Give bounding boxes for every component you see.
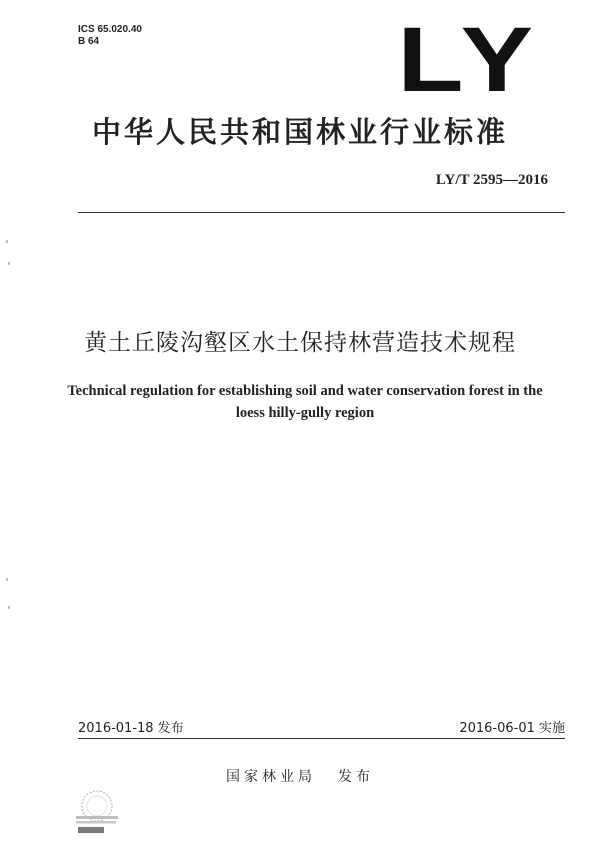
ly-logo: LY	[397, 9, 540, 111]
date-row	[78, 717, 565, 736]
title-english	[60, 380, 550, 424]
title-chinese: 黄土丘陵沟壑区水土保持林营造技术规程	[84, 330, 516, 356]
title-english-line-1: Technical regulation for establishing soil and water conservation forest in the	[67, 383, 543, 399]
bottom-divider	[78, 738, 565, 739]
top-divider	[78, 212, 565, 213]
issuer	[0, 766, 600, 786]
ics-code: ICS 65.020.40	[78, 24, 142, 35]
standard-number: LY/T 2595—2016	[435, 172, 548, 188]
scan-speck	[6, 578, 8, 581]
scan-speck	[8, 262, 10, 265]
title-english-line-2: loess hilly-gully region	[235, 405, 375, 421]
issue-date: 2016-01-18 发布	[78, 721, 184, 736]
scan-speck	[8, 606, 10, 609]
scan-speck	[6, 240, 8, 243]
library-stamp	[74, 786, 120, 838]
implement-date: 2016-06-01 实施	[459, 721, 565, 736]
ccs-code: B 64	[78, 36, 100, 47]
classification-codes	[78, 24, 142, 48]
issuer-org: 国家林业局	[226, 769, 316, 785]
standard-type-heading: 中华人民共和国林业行业标准	[91, 115, 508, 149]
issuer-action: 发布	[338, 769, 374, 785]
